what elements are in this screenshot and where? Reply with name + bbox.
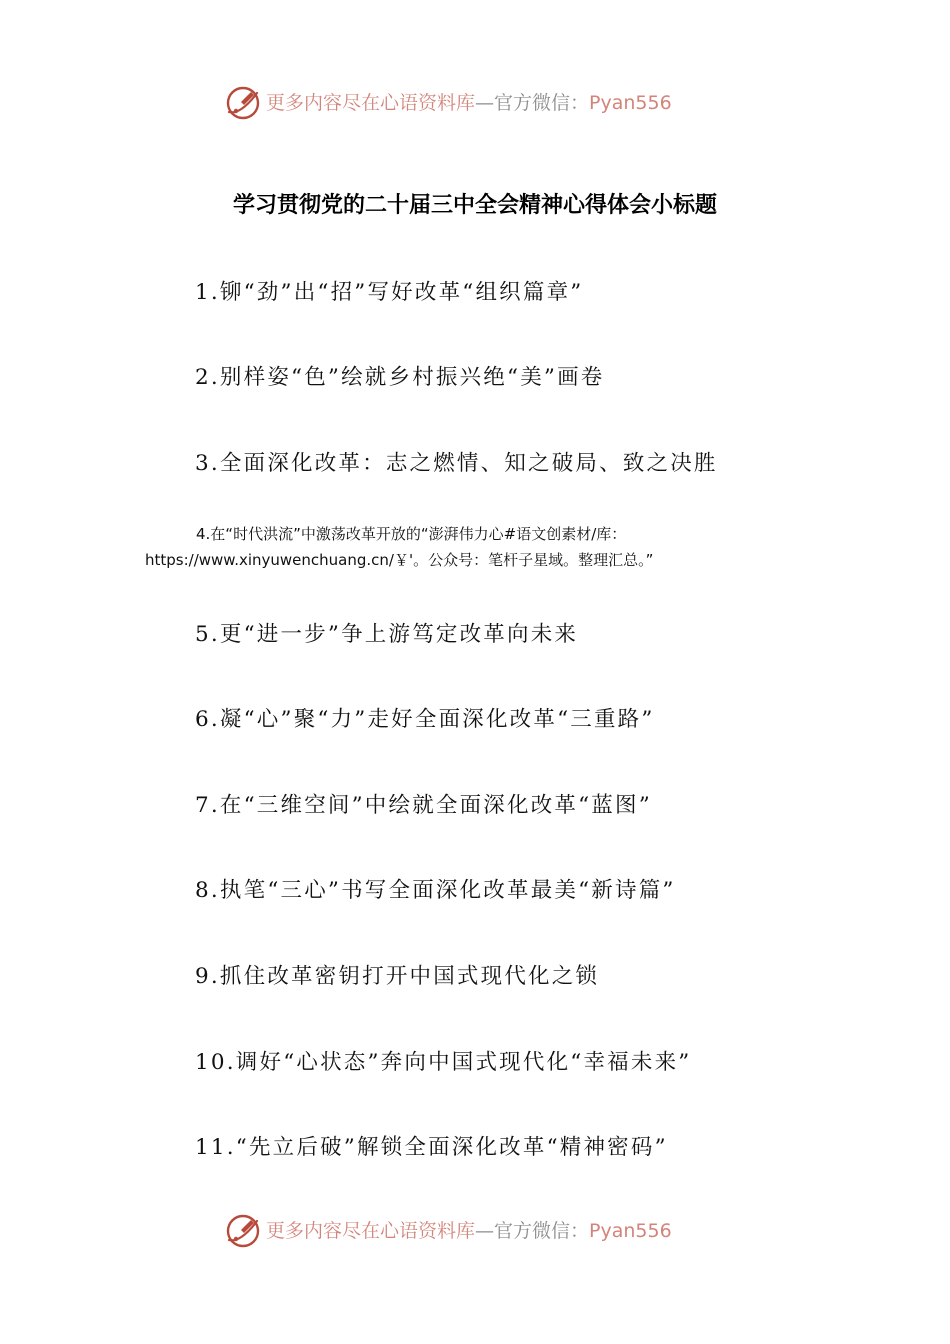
pen-circle-logo-icon [224,84,262,122]
heading-item-9: 9.抓住改革密钥打开中国式现代化之锁 [195,964,600,989]
watermark-wechat-id: Pyan556 [589,92,672,114]
footer-watermark-banner [0,1209,950,1253]
heading-item-4-line-1: 4.在“时代洪流”中激荡改革开放的“澎湃伟力心#语文创素材/库： [196,525,627,543]
watermark-wechat-label: 官方微信： [494,1220,590,1242]
watermark-text [266,90,672,116]
heading-item-5: 5.更“进一步”争上游笃定改革向未来 [195,622,579,647]
document-title: 学习贯彻党的二十届三中全会精神心得体会小标题 [232,193,717,218]
watermark-wechat-label: 官方微信： [494,92,590,114]
heading-item-4-line-2: https://www.xinyuwenchuang.cn/￥'。公众号：笔杆子星域。整理汇总。” [145,551,654,569]
header-watermark-banner [0,81,950,125]
heading-item-8: 8.执笔“三心”书写全面深化改革最美“新诗篇” [195,878,676,903]
heading-item-7: 7.在“三维空间”中绘就全面深化改革“蓝图” [195,793,652,818]
pen-circle-logo-icon [224,1212,262,1250]
heading-item-2: 2.别样姿“色”绘就乡村振兴绝“美”画卷 [195,365,605,390]
watermark-text [266,1218,672,1244]
watermark-wechat-id: Pyan556 [589,1220,672,1242]
heading-item-11: 11.“先立后破”解锁全面深化改革“精神密码” [195,1135,668,1160]
watermark-dash: — [475,1220,495,1242]
heading-item-3: 3.全面深化改革：志之燃情、知之破局、致之决胜 [195,451,718,476]
heading-item-6: 6.凝“心”聚“力”走好全面深化改革“三重路” [195,707,655,732]
heading-item-1: 1.铆“劲”出“招”写好改革“组织篇章” [195,280,584,305]
watermark-site-name: 更多内容尽在心语资料库 [266,92,476,114]
watermark-site-name: 更多内容尽在心语资料库 [266,1220,476,1242]
watermark-dash: — [475,92,495,114]
heading-item-10: 10.调好“心状态”奔向中国式现代化“幸福未来” [195,1050,692,1075]
